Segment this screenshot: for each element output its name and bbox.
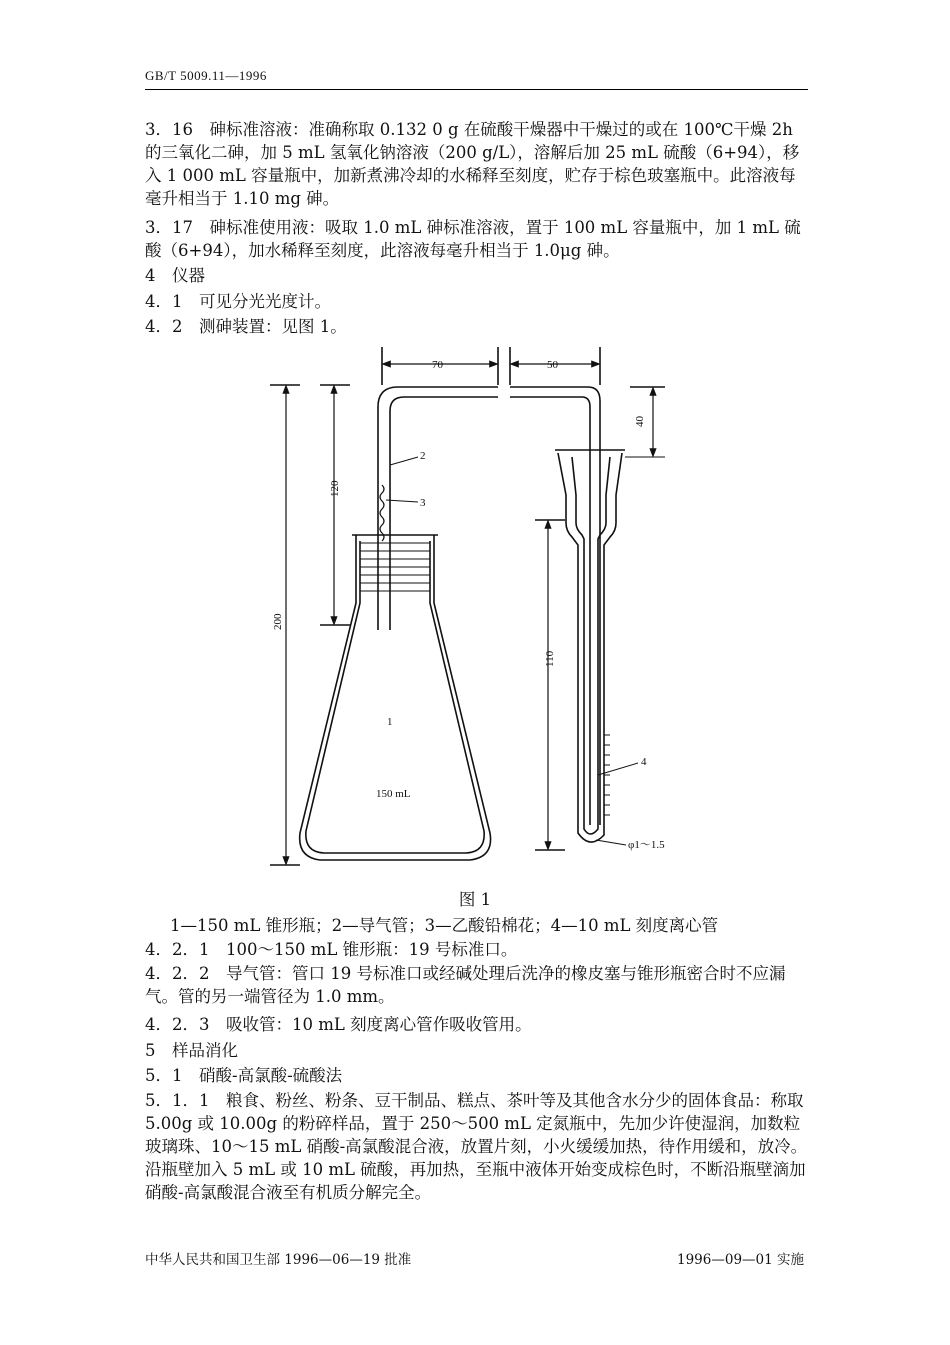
clause-4-2-2: 4．2．2 导气管：管口 19 号标准口或经碱处理后洗净的橡皮塞与锥形瓶密合时不应漏气。管的另一端管径为 1.0 mm。 [145, 964, 786, 1006]
clause-4-1: 4．1 可见分光光度计。 [145, 292, 331, 311]
label-4: 4 [641, 756, 647, 768]
clause-3-16: 3．16 砷标准溶液：准确称取 0.132 0 g 在硫酸干燥器中干燥过的或在 100℃干燥 2h 的三氧化二砷，加 5 mL 氢氧化钠溶液（200 g/L），溶解后加 25 mL 硫酸（6+94），移入 1 000 mL 容量瓶中，加新煮沸冷却的水稀释至刻度，贮存于棕色玻塞瓶中。此溶液每毫升相当于 1.10 mg 砷。 [145, 120, 800, 208]
approval-note: 中华人民共和国卫生部 1996—06—19 批准 [145, 1252, 412, 1268]
figure-legend: 1—150 mL 锥形瓶；2—导气管；3—乙酸铅棉花；4—10 mL 刻度离心管 [170, 916, 719, 935]
implementation-date: 1996—09—01 实施 [677, 1252, 805, 1268]
dimension-70: 70 [432, 359, 443, 371]
clause-5-1: 5．1 硝酸-高氯酸-硫酸法 [145, 1066, 343, 1085]
dimension-110: 110 [544, 650, 556, 667]
figure-caption: 图 1 [458, 890, 492, 909]
dimension-120: 120 [329, 480, 341, 497]
dimension-40: 40 [634, 416, 646, 427]
clause-4-2: 4．2 测砷装置：见图 1。 [145, 317, 347, 336]
label-2: 2 [420, 450, 426, 462]
section-4-heading: 4 仪器 [145, 266, 205, 285]
flask-volume-label: 150 mL [376, 788, 411, 800]
header-rule [145, 89, 808, 90]
clause-4-2-1: 4．2．1 100～150 mL 锥形瓶：19 号标准口。 [145, 940, 518, 959]
standard-code: GB/T 5009.11—1996 [145, 68, 267, 83]
diameter-label: φ1～1.5 [628, 839, 665, 851]
clause-3-17: 3．17 砷标准使用液：吸取 1.0 mL 砷标准溶液，置于 100 mL 容量瓶中，加 1 mL 硫酸（6+94），加水稀释至刻度，此溶液每毫升相当于 1.0μg 砷。 [145, 218, 801, 260]
dimension-50: 50 [547, 359, 558, 371]
section-5-heading: 5 样品消化 [145, 1041, 238, 1060]
dimension-200: 200 [272, 613, 284, 630]
arsenic-apparatus-figure [270, 345, 690, 880]
label-3: 3 [420, 497, 426, 509]
clause-4-2-3: 4．2．3 吸收管：10 mL 刻度离心管作吸收管用。 [145, 1015, 532, 1034]
clause-5-1-1: 5．1．1 粮食、粉丝、粉条、豆干制品、糕点、茶叶等及其他含水分少的固体食品：称取 5.00g 或 10.00g 的粉碎样品，置于 250～500 mL 定氮瓶中，先加少许使湿润，加数粒玻璃珠、10～15 mL 硝酸-高氯酸混合液，放置片刻，小火缓缓加热，待作用缓和，放冷。沿瓶壁加入 5 mL 或 10 mL 硫酸，再加热，至瓶中液体开始变成棕色时，不断沿瓶壁滴加硝酸-高氯酸混合液至有机质分解完全。 [145, 1091, 808, 1202]
label-1: 1 [387, 716, 393, 728]
